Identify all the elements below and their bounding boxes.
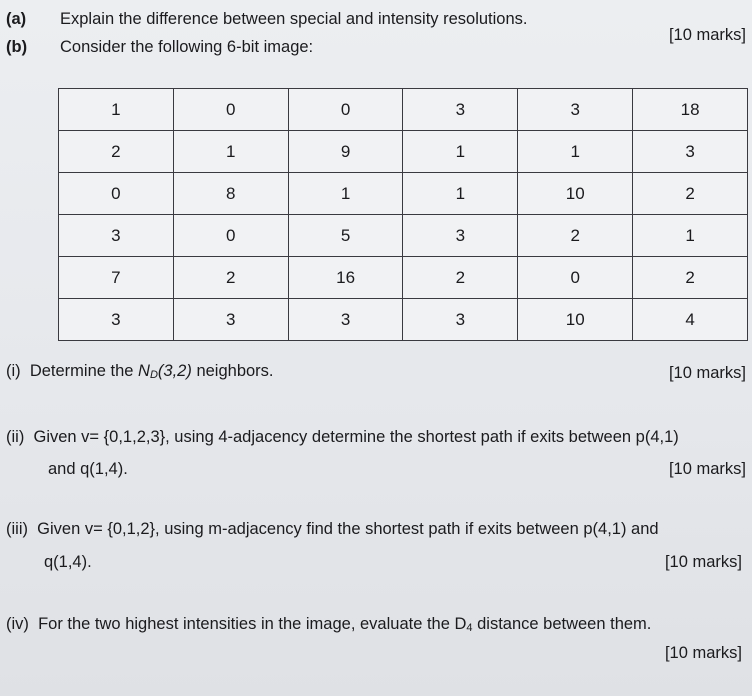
question-i-marks: [10 marks] (668, 364, 746, 382)
image-grid-cell: 3 (403, 215, 518, 257)
image-grid-cell: 0 (173, 215, 288, 257)
question-iii-line1: Given v= {0,1,2}, using m-adjacency find the shortest path if exits between p(4,1) and (37, 520, 659, 538)
image-grid-cell: 18 (633, 89, 748, 131)
image-grid-cell: 16 (288, 257, 403, 299)
question-iv (6, 615, 651, 634)
question-i-subscript: D (149, 369, 158, 381)
part-a-label: (a) (6, 10, 27, 28)
question-iv-post: distance between them. (472, 615, 652, 633)
image-grid-cell: 10 (518, 299, 633, 341)
image-grid-cell: 9 (288, 131, 403, 173)
image-grid-cell: 1 (288, 173, 403, 215)
question-i-post: neighbors. (191, 362, 274, 380)
image-grid-cell: 2 (403, 257, 518, 299)
question-i-n: N (138, 362, 150, 380)
image-grid-cell: 0 (173, 89, 288, 131)
image-grid-cell: 0 (288, 89, 403, 131)
part-a-marks: [10 marks] (668, 26, 746, 44)
part-b-label: (b) (6, 38, 28, 56)
image-grid-cell: 2 (633, 173, 748, 215)
image-grid-cell: 3 (59, 299, 174, 341)
question-iii (6, 520, 659, 539)
question-i-label: (i) (6, 362, 21, 380)
image-grid-cell: 1 (633, 215, 748, 257)
question-iii-marks: [10 marks] (664, 553, 742, 571)
image-grid-cell: 5 (288, 215, 403, 257)
image-grid-cell: 3 (403, 89, 518, 131)
part-a-text: Explain the difference between special and intensity resolutions. (60, 10, 528, 28)
question-i-pre: Determine the (29, 362, 139, 380)
image-grid-cell: 2 (518, 215, 633, 257)
image-grid-row (59, 299, 748, 341)
question-iii-line2: q(1,4). (44, 553, 92, 571)
image-grid-cell: 0 (518, 257, 633, 299)
image-grid-cell: 3 (403, 299, 518, 341)
image-grid-cell: 2 (633, 257, 748, 299)
image-grid-cell: 1 (59, 89, 174, 131)
question-ii-line2: and q(1,4). (48, 460, 128, 478)
image-grid-cell: 8 (173, 173, 288, 215)
image-grid-row (59, 257, 748, 299)
image-grid-row (59, 131, 748, 173)
image-grid-row (59, 89, 748, 131)
question-iv-subscript: 4 (466, 622, 473, 634)
image-grid-cell: 3 (59, 215, 174, 257)
image-grid-cell: 1 (403, 173, 518, 215)
image-grid-cell: 0 (59, 173, 174, 215)
image-grid-cell: 10 (518, 173, 633, 215)
image-grid-cell: 2 (173, 257, 288, 299)
question-ii-line1: Given v= {0,1,2,3}, using 4-adjacency determine the shortest path if exits between p(4,1) (33, 428, 679, 446)
image-grid-cell: 2 (59, 131, 174, 173)
question-iv-pre: For the two highest intensities in the image, evaluate the D (38, 615, 467, 633)
part-b-text: Consider the following 6-bit image: (60, 38, 314, 56)
image-grid-cell: 1 (403, 131, 518, 173)
image-grid-row (59, 173, 748, 215)
question-i-args: (3,2) (157, 362, 192, 380)
image-grid-cell: 1 (173, 131, 288, 173)
image-grid-cell: 4 (633, 299, 748, 341)
image-grid-cell: 3 (633, 131, 748, 173)
question-iv-label: (iv) (6, 615, 29, 633)
image-grid-cell: 1 (518, 131, 633, 173)
question-ii-label: (ii) (6, 428, 25, 446)
question-ii (6, 428, 679, 447)
question-iv-marks: [10 marks] (664, 644, 742, 662)
image-grid-cell: 3 (518, 89, 633, 131)
question-ii-marks: [10 marks] (668, 460, 746, 478)
image-grid-row (59, 215, 748, 257)
image-grid-cell: 3 (288, 299, 403, 341)
image-grid-cell: 3 (173, 299, 288, 341)
question-iii-label: (iii) (6, 520, 28, 538)
image-grid-cell: 7 (59, 257, 174, 299)
image-grid-table (58, 88, 748, 341)
question-i (6, 362, 274, 381)
